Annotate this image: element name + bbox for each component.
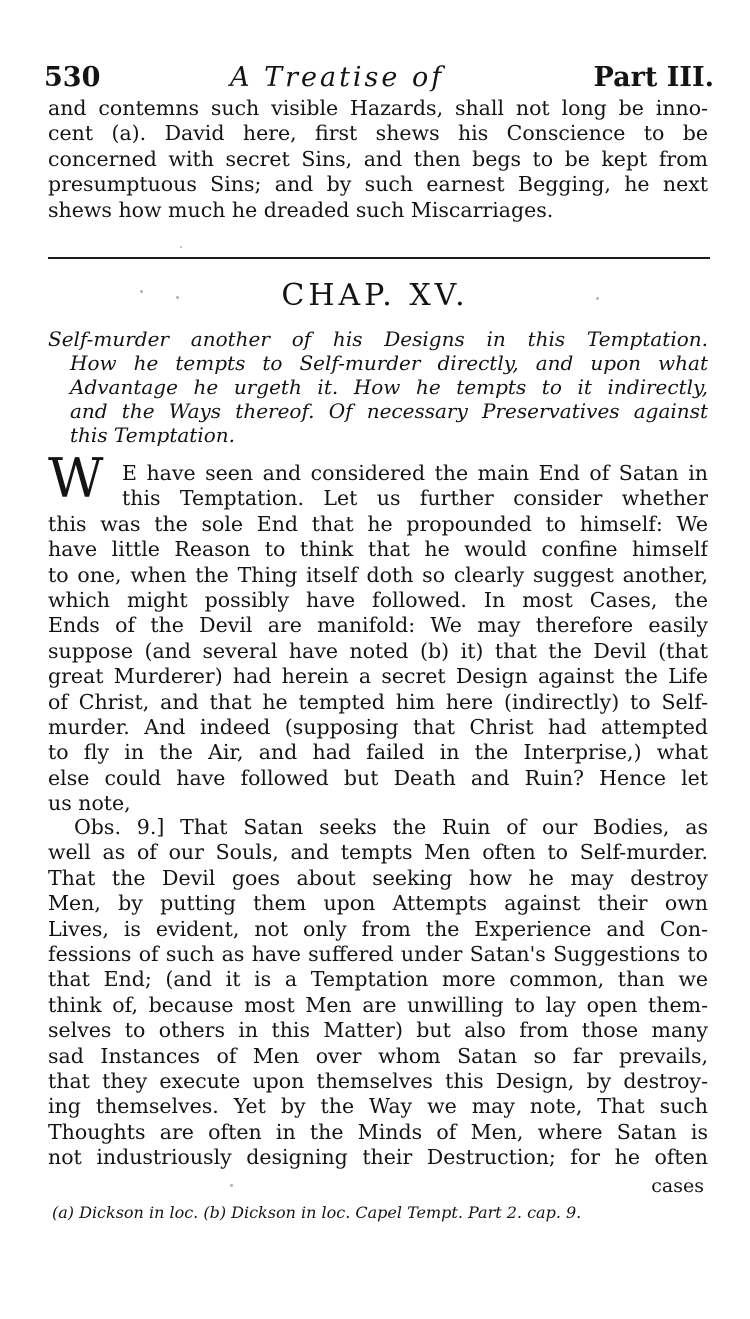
text-line: Thoughts are often in the Minds of Men, where Satan is bbox=[48, 1119, 708, 1144]
text-line: presumptuous Sins; and by such earnest Begging, he next bbox=[48, 172, 708, 197]
summary-line: How he tempts to Self-murder directly, and upon what bbox=[70, 351, 708, 375]
text-line: shews how much he dreaded such Miscarriages. bbox=[48, 197, 554, 222]
paragraph-observation bbox=[48, 815, 708, 1170]
text-line: not industriously designing their Destruction; for he often bbox=[48, 1145, 708, 1170]
chapter-summary bbox=[48, 327, 708, 447]
text-line: murder. And indeed (supposing that Christ had attempted bbox=[48, 714, 708, 739]
text-line: of Christ, and that he tempted him here (indirectly) to Self- bbox=[48, 689, 708, 714]
text-line: Obs. 9.] That Satan seeks the Ruin of our Bodies, as bbox=[74, 815, 708, 839]
section-divider bbox=[48, 257, 710, 259]
text-line: and contemns such visible Hazards, shall not long be inno- bbox=[48, 96, 708, 120]
text-line: have little Reason to think that he would confine himself bbox=[48, 537, 708, 562]
text-line: us note, bbox=[48, 791, 131, 816]
text-line: fessions of such as have suffered under Satan's Suggestions to bbox=[48, 941, 708, 966]
text-line: this was the sole End that he propounded to himself: We bbox=[48, 511, 708, 536]
text-line: E have seen and considered the main End of Satan in bbox=[122, 461, 708, 485]
summary-line: and the Ways thereof. Of necessary Preservatives against bbox=[70, 399, 708, 423]
text-line: selves to others in this Matter) but also from those many bbox=[48, 1018, 708, 1043]
ink-speck bbox=[176, 296, 179, 299]
text-line: else could have followed but Death and Ruin? Hence let bbox=[48, 765, 708, 790]
ink-speck bbox=[180, 246, 182, 248]
catchword: cases bbox=[651, 1175, 704, 1197]
text-line: that End; (and it is a Temptation more common, than we bbox=[48, 967, 708, 992]
text-line: cent (a). David here, first shews his Conscience to be bbox=[48, 121, 708, 146]
text-line: suppose (and several have noted (b) it) that the Devil (that bbox=[48, 638, 708, 663]
text-line: to fly in the Air, and had failed in the Interprise,) what bbox=[48, 740, 708, 765]
opening-paragraph bbox=[48, 96, 708, 223]
part-label: Part III. bbox=[593, 62, 714, 93]
ink-speck bbox=[140, 290, 143, 293]
ink-speck bbox=[596, 297, 599, 300]
summary-line: this Temptation. bbox=[70, 423, 235, 447]
text-line: think of, because most Men are unwilling to lay open them- bbox=[48, 992, 708, 1017]
chapter-heading: CHAP. XV. bbox=[281, 278, 469, 313]
summary-line: Self-murder another of his Designs in this Temptation. bbox=[48, 327, 708, 351]
text-line: Men, by putting them upon Attempts against their own bbox=[48, 891, 708, 916]
drop-cap: W bbox=[48, 447, 104, 510]
page-number: 530 bbox=[44, 62, 101, 93]
footnotes: (a) Dickson in loc. (b) Dickson in loc. Capel Tempt. Part 2. cap. 9. bbox=[52, 1203, 582, 1222]
text-line: That the Devil goes about seeking how he may destroy bbox=[48, 865, 708, 890]
text-line: sad Instances of Men over whom Satan so far prevails, bbox=[48, 1043, 708, 1068]
text-line: ing themselves. Yet by the Way we may note, That such bbox=[48, 1094, 708, 1119]
text-line: concerned with secret Sins, and then begs to be kept from bbox=[48, 146, 708, 171]
running-title: A Treatise of bbox=[230, 62, 445, 93]
text-line: that they execute upon themselves this Design, by destroy- bbox=[48, 1068, 708, 1093]
text-line: great Murderer) had herein a secret Design against the Life bbox=[48, 664, 708, 689]
text-line: Lives, is evident, not only from the Experience and Con- bbox=[48, 916, 708, 941]
text-line: which might possibly have followed. In most Cases, the bbox=[48, 587, 708, 612]
paragraph-one bbox=[48, 461, 708, 816]
text-line: this Temptation. Let us further consider whether bbox=[122, 486, 708, 511]
text-line: to one, when the Thing itself doth so clearly suggest another, bbox=[48, 562, 708, 587]
ink-speck bbox=[230, 1184, 233, 1187]
summary-line: Advantage he urgeth it. How he tempts to it indirectly, bbox=[70, 375, 708, 399]
text-line: well as of our Souls, and tempts Men often to Self-murder. bbox=[48, 840, 708, 865]
text-line: Ends of the Devil are manifold: We may therefore easily bbox=[48, 613, 708, 638]
